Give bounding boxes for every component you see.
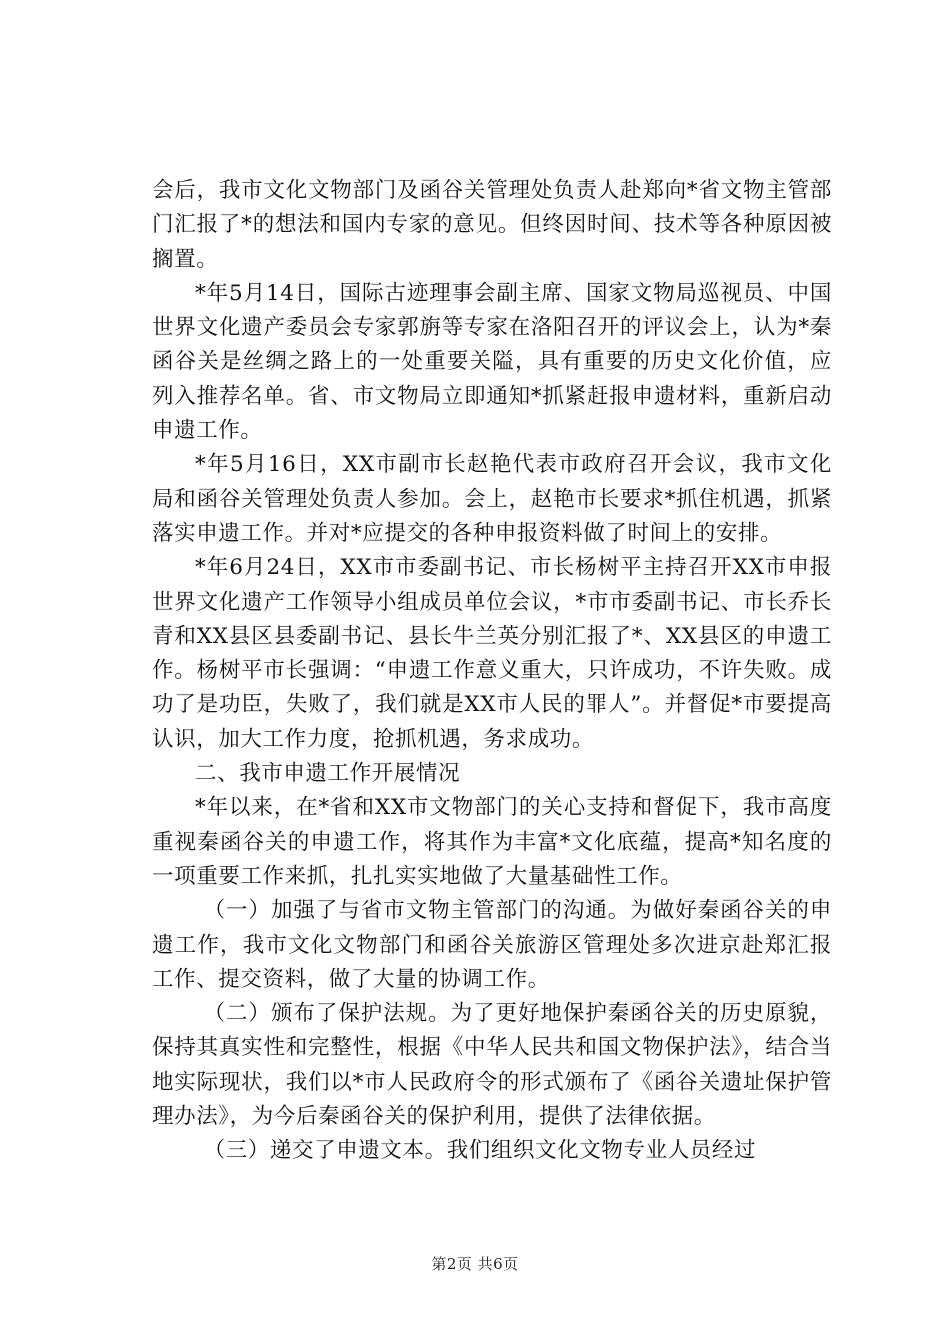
paragraph-continuation: 会后，我市文化文物部门及函谷关管理处负责人赴郑向*省文物主管部门汇报了*的想法和国内专家的意见。但终因时间、技术等各种原因被搁置。 <box>152 178 832 272</box>
paragraph-june-24: *年6月24日，XX市市委副书记、市长杨树平主持召开XX市申报世界文化遗产工作领导小组成员单位会议，*市市委副书记、市长乔长青和XX县区县委副书记、县长牛兰英分别汇报了*、XX县区的申遗工作。杨树平市长强调：“申遗工作意义重大，只许成功，不许失败。成功了是功臣，失败了，我们就是XX市人民的罪人”。并督促*市要提高认识，加大工作力度，抢抓机遇，务求成功。 <box>152 555 832 752</box>
paragraph-item-3: （三）递交了申遗文本。我们组织文化文物专业人员经过 <box>203 1138 757 1164</box>
section-heading: 二、我市申遗工作开展情况 <box>195 761 461 787</box>
paragraph-may-16: *年5月16日，XX市副市长赵艳代表市政府召开会议，我市文化局和函谷关管理处负责人参加。会上，赵艳市长要求*抓住机遇，抓紧落实申遗工作。并对*应提交的各种申报资料做了时间上的安排。 <box>152 452 832 546</box>
page-number-footer: 第2页 共6页 <box>431 1255 519 1273</box>
paragraph-item-2: （二）颁布了保护法规。为了更好地保护秦函谷关的历史原貌，保持其真实性和完整性，根据《中华人民共和国文物保护法》，结合当地实际现状，我们以*市人民政府令的形式颁布了《函谷关遗址保护管理办法》，为今后秦函谷关的保护利用，提供了法律依据。 <box>152 1001 832 1130</box>
document-body <box>152 174 832 1169</box>
paragraph-may-14: *年5月14日，国际古迹理事会副主席、国家文物局巡视员、中国世界文化遗产委员会专家郭旃等专家在洛阳召开的评议会上，认为*秦函谷关是丝绸之路上的一处重要关隘，具有重要的历史文化价值，应列入推荐名单。省、市文物局立即通知*抓紧赶报申遗材料，重新启动申遗工作。 <box>152 280 832 444</box>
paragraph-item-1: （一）加强了与省市文物主管部门的沟通。为做好秦函谷关的申遗工作，我市文化文物部门和函谷关旅游区管理处多次进京赴郑汇报工作、提交资料，做了大量的协调工作。 <box>152 898 832 992</box>
paragraph-overview: *年以来，在*省和XX市文物部门的关心支持和督促下，我市高度重视秦函谷关的申遗工作，将其作为丰富*文化底蕴，提高*知名度的一项重要工作来抓，扎扎实实地做了大量基础性工作。 <box>152 795 832 889</box>
